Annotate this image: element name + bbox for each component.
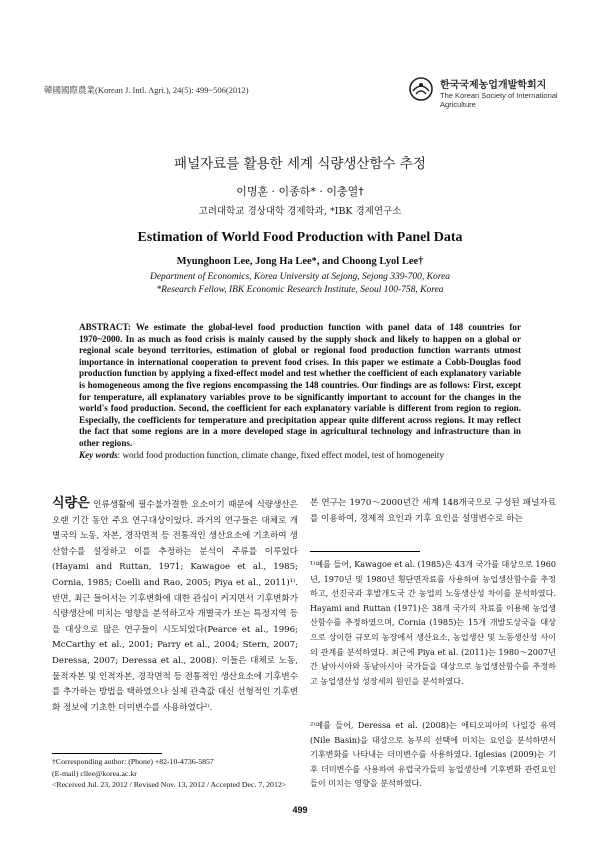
- journal-reference: 韓國國際農業(Korean J. Intl. Agri.), 24(5): 499~506(2012): [44, 85, 249, 95]
- society-logo-icon: [408, 76, 434, 102]
- body-dropcap: 식량은: [52, 496, 90, 511]
- footnote-divider-right: [310, 551, 420, 552]
- body-left-text: 인류생활에 필수불가결한 요소이기 때문에 식량생산은 오랜 기간 동안 주요 연구대상이었다. 과거의 연구들은 대체로 개별국의 노동, 자본, 경작면적 등 전통적인 생산요소에 기초하여 생산함수를 설정하고 이를 추정하는 분석이 주류를 이루었다(Hayami and Ruttan, 1971; Kawagoe et al., 1985; Cornia, 1985; Coelli and Rao, 2005; Piya et al., 2011)¹⁾. 반면, 최근 들어서는 기후변화에 대한 관심이 커지면서 기후변화가 식량생산에 미치는 영향을 분석하고자 개별국가 또는 특정지역 등을 대상으로 많은 연구들이 시도되었다(Pearce et al., 1996; McCarthy et al., 2001; Parry et al., 2004; Stern, 2007; Deressa, 2007; Deressa et al., 2008). 이들은 대체로 노동, 물적자본 및 인적자본, 경작면적 등 전통적인 생산요소에 기후변수를 추가하는 방법을 택하였으나 실제 관측값 대신 선형적인 기후변화 정보에 기초한 더미변수를 사용하였다²⁾.: [52, 500, 298, 713]
- corresponding-footnote: [52, 756, 322, 791]
- footnote-divider-left: [52, 753, 162, 754]
- society-name-en: The Korean Society of International Agriculture: [440, 91, 558, 109]
- affiliation-korean: 고려대학교 경상대학 경제학과, *IBK 경제연구소: [198, 206, 402, 217]
- footnote-1: ¹⁾예를 들어, Kawagoe et al. (1985)은 43개 국가를 대상으로 1960년, 1970년 및 1980년 횡단면자료를 사용하여 농업생산함수를 추정하고, 선진국과 후발개도국 간 농업의 노동생산성 차이를 분석하였다. Hayami and Ruttan (1971)은 38개 국가의 자료를 이용해 농업생산함수를 추정하였으며, Cornia (1985)는 15개 개발도상국을 대상으로 상이한 규모의 농장에서 생산요소, 농업생산 및 노동생산성 사이의 관계를 분석하였다. 최근에 Piya et al. (2011)는 1980～2007년간 남아시아와 동남아시아 국가들을 대상으로 농업생산함수를 추정하고 농업생산성 성장세의 원인을 분석하였다.: [310, 559, 556, 686]
- title-english: Estimation of World Food Production with Panel Data: [137, 230, 463, 245]
- body-right-column: 본 연구는 1970～2000년간 세계 148개국으로 구성된 패널자료를 이용하여, 경제적 요인과 기후 요인을 설명변수로 하는: [310, 498, 556, 524]
- keywords-text: : world food production function, climate change, fixed effect model, test of homogeneity: [117, 450, 445, 460]
- society-header: [408, 72, 568, 118]
- received-dates: <Received Jul. 23, 2012 / Revised Nov. 13, 2012 / Accepted Dec. 7, 2012>: [52, 780, 287, 790]
- keywords-label: Key words: [79, 450, 118, 460]
- authors-english: Myunghoon Lee, Jong Ha Lee*, and Choong Lyol Lee†: [176, 256, 424, 267]
- page-number: 499: [292, 805, 308, 815]
- keywords: [79, 450, 521, 460]
- corresponding-author: †Corresponding author: (Phone) +82-10-4736-5857: [52, 757, 214, 766]
- title-korean: 패널자료를 활용한 세계 식량생산함수 추정: [174, 156, 426, 172]
- affiliation-english-2: *Research Fellow, IBK Economic Research Institute, Seoul 100-758, Korea: [156, 285, 444, 295]
- footnote-2: ²⁾예를 들어, Deressa et al. (2008)는 에티오피아의 나일강 유역(Nile Basin)을 대상으로 농부의 선택에 미치는 요인을 분석하면서 기후변화를 나타내는 더미변수를 사용하였다. Iglesias (2009)는 기후 더미변수를 사용하여 유럽국가들의 농업생산에 기후변화 관련요인들이 미치는 영향을 분석하였다.: [310, 720, 556, 789]
- corresponding-email: (E-mail) cllee@korea.ac.kr: [52, 768, 137, 778]
- authors-korean: 이명훈 · 이종하* · 이충열†: [236, 185, 364, 198]
- abstract: ABSTRACT: We estimate the global-level food production function with panel data of 148 countries for 1970~2000. In as much as food crisis is mainly caused by the supply shock and likely to happen on a global or regional scale beyond territories, estimation of global or regional food production function warrants utmost importance in international cooperation to prevent food crises. In this paper we estimate a Cobb-Douglas food production function by applying a fixed-effect model and test whether the coefficient of each explanatory variable is homogeneous among the five regions encompassing the 148 countries. Our findings are as follows: First, except for temperature, all explanatory variables prove to be significantly important to account for the changes in the world's food production. Second, the coefficient for each explanatory variable is different from region to region. Especially, the coefficients for temperature and precipitation appear quite different across regions. It may reflect the fact that some regions are in a more developed stage in agricultural technology and infrastructure than in other regions.: [79, 322, 521, 448]
- society-name-ko: 한국국제농업개발학회지: [440, 80, 547, 91]
- affiliation-english-1: Department of Economics, Korea University at Sejong, Sejong 339-700, Korea: [149, 272, 451, 282]
- body-left-column: [52, 496, 298, 716]
